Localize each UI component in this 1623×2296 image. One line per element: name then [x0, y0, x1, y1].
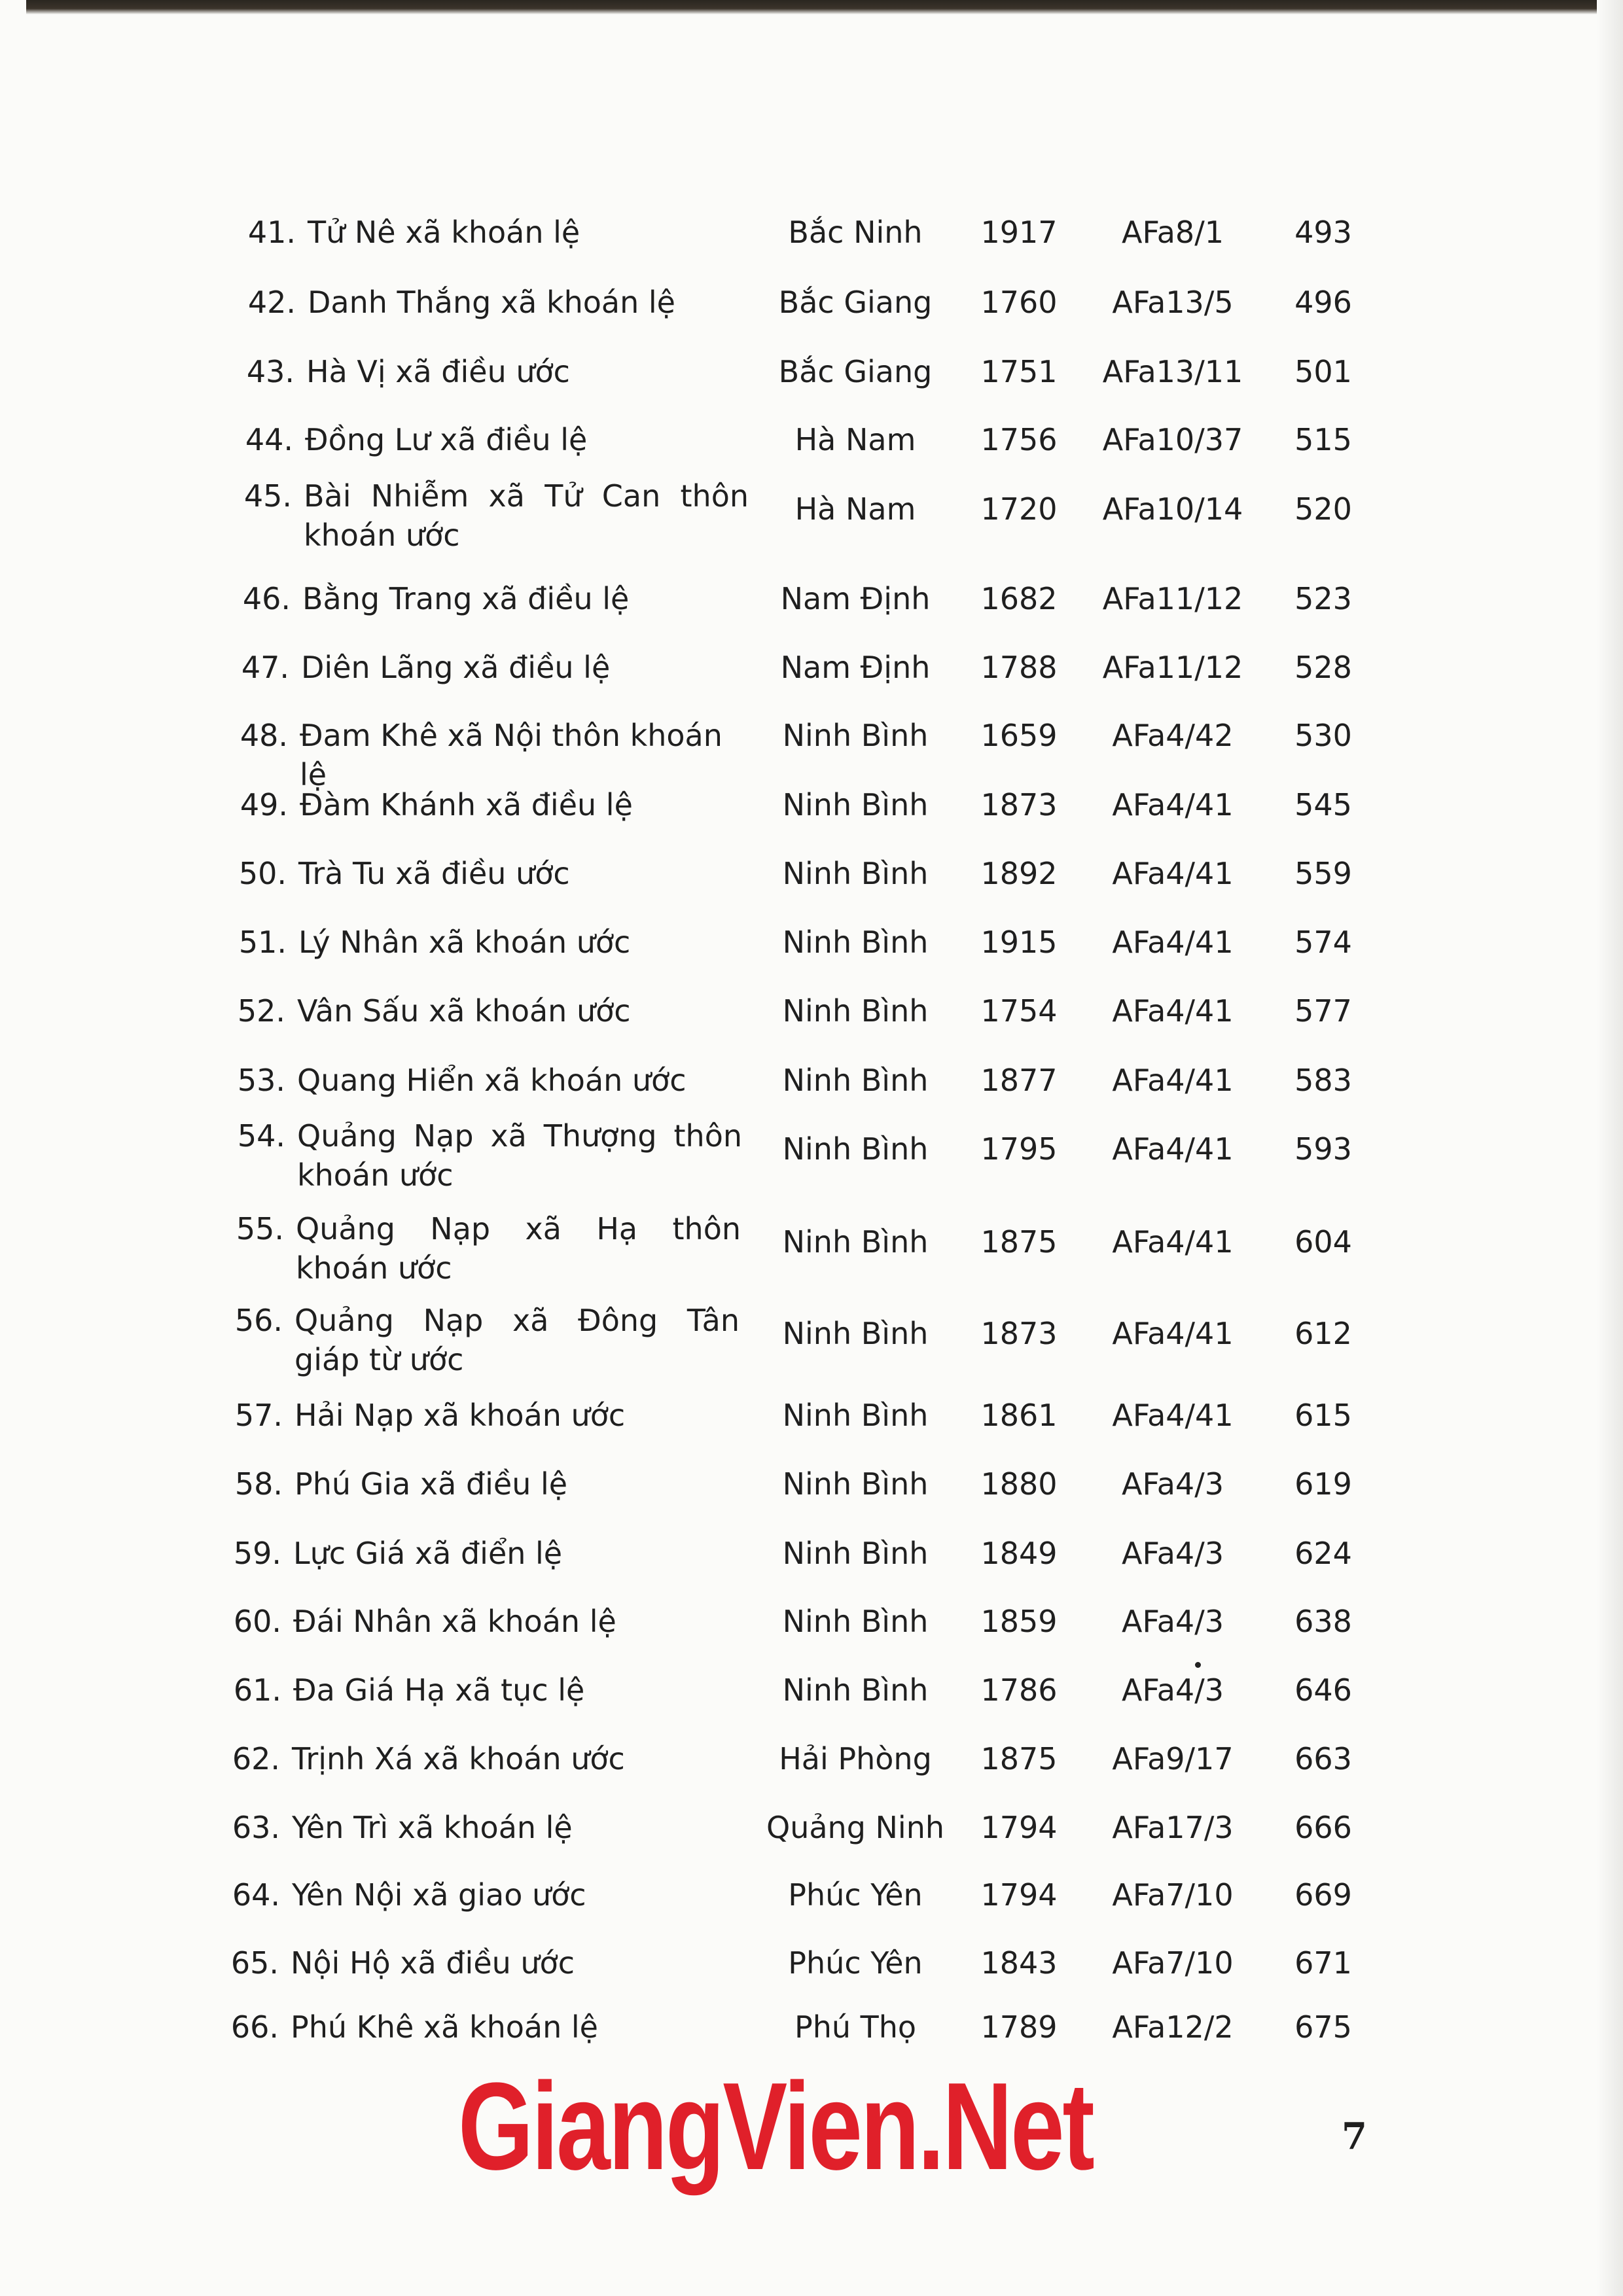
entry-year: 1915: [980, 925, 1058, 960]
entry-number: 49.: [240, 787, 288, 822]
entry-page: 520: [1294, 491, 1352, 527]
entry-year: 1892: [980, 856, 1058, 891]
entry-code: AFa10/37: [1102, 422, 1243, 457]
entry-code: AFa4/41: [1112, 856, 1234, 891]
entry-code: AFa12/2: [1112, 2009, 1234, 2045]
entry-number: 64.: [232, 1877, 280, 1913]
entry-year: 1873: [980, 787, 1058, 822]
entry-title: Đàm Khánh xã điều lệ: [300, 787, 633, 822]
entry-province: Ninh Bình: [782, 718, 929, 753]
entry-title: Nội Hộ xã điều ước: [291, 1945, 575, 1981]
entry-page: 663: [1294, 1741, 1352, 1776]
entry-code: AFa8/1: [1122, 215, 1224, 250]
entry-number: 46.: [242, 581, 291, 616]
entry-province: Ninh Bình: [782, 856, 929, 891]
entry-title: Đa Giá Hạ xã tục lệ: [293, 1672, 585, 1708]
entry-title: Tử Nê xã khoán lệ: [308, 215, 580, 250]
entry-title: Quảng Nạp xã Hạ thôn: [296, 1211, 741, 1246]
entry-page: 638: [1294, 1604, 1352, 1639]
entry-page: 619: [1294, 1466, 1352, 1502]
entry-code: AFa7/10: [1112, 1945, 1234, 1981]
entry-title: Bằng Trang xã điều lệ: [302, 581, 630, 616]
entry-code: AFa4/41: [1112, 1224, 1234, 1260]
entry-province: Ninh Bình: [782, 1063, 929, 1098]
entry-year: 1682: [980, 581, 1058, 616]
entry-title: Quảng Nạp xã Đông Tân: [294, 1303, 740, 1338]
entry-code: AFa4/41: [1112, 1063, 1234, 1098]
entry-code: AFa7/10: [1112, 1877, 1234, 1913]
entry-province: Ninh Bình: [782, 1131, 929, 1167]
entry-year: 1789: [980, 2009, 1058, 2045]
entry-code: AFa4/41: [1112, 1398, 1234, 1433]
entry-page: 583: [1294, 1063, 1352, 1098]
entry-title: Yên Nội xã giao ước: [292, 1877, 586, 1913]
entry-code: AFa10/14: [1102, 491, 1243, 527]
entry-number: 58.: [234, 1466, 283, 1502]
entry-code: AFa4/42: [1112, 718, 1234, 753]
entry-code: AFa4/3: [1122, 1536, 1224, 1571]
entry-page: 612: [1294, 1316, 1352, 1351]
entry-province: Hà Nam: [794, 422, 916, 457]
entry-number: 41.: [247, 215, 296, 250]
entry-title-continuation: khoán ước: [297, 1157, 454, 1193]
entry-number: 47.: [241, 650, 289, 685]
entry-title: Phú Khê xã khoán lệ: [291, 2009, 598, 2045]
entry-code: AFa4/41: [1112, 1131, 1234, 1167]
entry-title: Danh Thắng xã khoán lệ: [308, 285, 675, 320]
watermark-logo: GiangVien.Net: [458, 2057, 1093, 2196]
entry-year: 1756: [980, 422, 1058, 457]
entry-number: 52.: [237, 993, 285, 1029]
entry-page: 515: [1294, 422, 1352, 457]
entry-title: Đái Nhân xã khoán lệ: [293, 1604, 616, 1639]
entry-number: 51.: [238, 925, 287, 960]
entry-code: AFa4/41: [1112, 1316, 1234, 1351]
entry-province: Hải Phòng: [779, 1741, 932, 1776]
entry-number: 55.: [236, 1211, 284, 1246]
entry-page: 496: [1294, 285, 1352, 320]
entry-page: 574: [1294, 925, 1352, 960]
entry-page: 493: [1294, 215, 1352, 250]
entry-year: 1875: [980, 1741, 1058, 1776]
entry-province: Hà Nam: [794, 491, 916, 527]
entry-province: Ninh Bình: [782, 1672, 929, 1708]
entry-code: AFa4/41: [1112, 787, 1234, 822]
entry-code: AFa11/12: [1102, 581, 1243, 616]
entry-province: Ninh Bình: [782, 1224, 929, 1260]
entry-year: 1794: [980, 1810, 1058, 1845]
entry-page: 671: [1294, 1945, 1352, 1981]
entry-code: AFa9/17: [1112, 1741, 1234, 1776]
entry-province: Ninh Bình: [782, 925, 929, 960]
entry-title-continuation: khoán ước: [296, 1250, 452, 1286]
entry-page: 577: [1294, 993, 1352, 1029]
entry-page: 624: [1294, 1536, 1352, 1571]
entry-number: 45.: [243, 478, 292, 514]
entry-number: 56.: [234, 1303, 283, 1338]
entry-year: 1760: [980, 285, 1058, 320]
entry-year: 1880: [980, 1466, 1058, 1502]
entry-province: Ninh Bình: [782, 1536, 929, 1571]
entry-page: 669: [1294, 1877, 1352, 1913]
entry-title: Hà Vị xã điều ước: [306, 354, 570, 389]
entry-year: 1754: [980, 993, 1058, 1029]
entry-page: 646: [1294, 1672, 1352, 1708]
entry-number: 53.: [237, 1063, 285, 1098]
entry-title: Đồng Lư xã điều lệ: [305, 422, 588, 457]
entry-page: 501: [1294, 354, 1352, 389]
entry-province: Bắc Ninh: [788, 215, 923, 250]
entry-code: AFa4/3: [1122, 1604, 1224, 1639]
entry-year: 1794: [980, 1877, 1058, 1913]
entry-code: AFa17/3: [1112, 1810, 1234, 1845]
entry-title: Trà Tu xã điều ước: [298, 856, 570, 891]
entry-year: 1751: [980, 354, 1058, 389]
page-number: 7: [1342, 2115, 1367, 2158]
entry-province: Ninh Bình: [782, 1604, 929, 1639]
entry-year: 1843: [980, 1945, 1058, 1981]
entry-code: AFa13/5: [1112, 285, 1234, 320]
entry-code: AFa13/11: [1102, 354, 1243, 389]
entry-title: Vân Sấu xã khoán ước: [297, 993, 631, 1029]
entry-year: 1917: [980, 215, 1058, 250]
entry-title: Lý Nhân xã khoán ước: [298, 925, 631, 960]
entry-year: 1873: [980, 1316, 1058, 1351]
entry-page: 675: [1294, 2009, 1352, 2045]
entry-title: Quảng Nạp xã Thượng thôn: [297, 1118, 742, 1154]
entry-year: 1849: [980, 1536, 1058, 1571]
entry-page: 528: [1294, 650, 1352, 685]
entry-title-continuation: khoán ước: [304, 518, 460, 553]
entry-province: Nam Định: [780, 650, 931, 685]
entry-page: 523: [1294, 581, 1352, 616]
entry-page: 593: [1294, 1131, 1352, 1167]
entry-page: 545: [1294, 787, 1352, 822]
entry-province: Phúc Yên: [788, 1877, 923, 1913]
entry-title: Phú Gia xã điều lệ: [294, 1466, 568, 1502]
entry-title: Diên Lãng xã điều lệ: [301, 650, 611, 685]
entry-title: Trịnh Xá xã khoán ước: [292, 1741, 625, 1776]
entry-code: AFa4/3: [1122, 1466, 1224, 1502]
entry-code: AFa11/12: [1102, 650, 1243, 685]
entry-number: 48.: [240, 718, 288, 753]
entry-number: 60.: [233, 1604, 281, 1639]
stray-ink-mark: [1195, 1662, 1201, 1668]
entry-title: Bài Nhiễm xã Tử Can thôn: [304, 478, 749, 514]
entry-year: 1659: [980, 718, 1058, 753]
entry-province: Quảng Ninh: [766, 1810, 945, 1845]
entry-year: 1786: [980, 1672, 1058, 1708]
entry-province: Bắc Giang: [778, 354, 933, 389]
entry-number: 57.: [234, 1398, 283, 1433]
entry-code: AFa4/3: [1122, 1672, 1224, 1708]
entry-title: Quang Hiển xã khoán ước: [297, 1063, 687, 1098]
entry-page: 530: [1294, 718, 1352, 753]
entry-year: 1859: [980, 1604, 1058, 1639]
entry-title: Đam Khê xã Nội thôn khoán lệ: [300, 718, 722, 792]
entry-province: Ninh Bình: [782, 787, 929, 822]
entry-number: 62.: [232, 1741, 280, 1776]
entry-province: Bắc Giang: [778, 285, 933, 320]
entry-number: 44.: [245, 422, 293, 457]
entry-code: AFa4/41: [1112, 925, 1234, 960]
entry-number: 63.: [232, 1810, 280, 1845]
entry-year: 1795: [980, 1131, 1058, 1167]
entry-title: Yên Trì xã khoán lệ: [292, 1810, 573, 1845]
entry-number: 42.: [247, 285, 296, 320]
entry-title: Lực Giá xã điển lệ: [293, 1536, 563, 1571]
entry-province: Phú Thọ: [794, 2009, 917, 2045]
entry-province: Ninh Bình: [782, 1398, 929, 1433]
entry-number: 54.: [237, 1118, 285, 1154]
entry-number: 43.: [246, 354, 294, 389]
entry-province: Nam Định: [780, 581, 931, 616]
entry-title: Hải Nạp xã khoán ước: [294, 1398, 626, 1433]
entry-page: 559: [1294, 856, 1352, 891]
entry-code: AFa4/41: [1112, 993, 1234, 1029]
entry-year: 1788: [980, 650, 1058, 685]
entry-year: 1875: [980, 1224, 1058, 1260]
entry-year: 1861: [980, 1398, 1058, 1433]
entry-number: 66.: [230, 2009, 279, 2045]
entry-number: 50.: [238, 856, 287, 891]
entry-province: Ninh Bình: [782, 993, 929, 1029]
entry-province: Ninh Bình: [782, 1316, 929, 1351]
entry-page: 615: [1294, 1398, 1352, 1433]
entry-title-continuation: giáp từ ước: [294, 1342, 464, 1377]
entry-page: 604: [1294, 1224, 1352, 1260]
entry-page: 666: [1294, 1810, 1352, 1845]
entry-number: 61.: [233, 1672, 281, 1708]
entry-year: 1720: [980, 491, 1058, 527]
entry-province: Ninh Bình: [782, 1466, 929, 1502]
entry-number: 59.: [233, 1536, 281, 1571]
entry-province: Phúc Yên: [788, 1945, 923, 1981]
entry-number: 65.: [230, 1945, 279, 1981]
entry-year: 1877: [980, 1063, 1058, 1098]
